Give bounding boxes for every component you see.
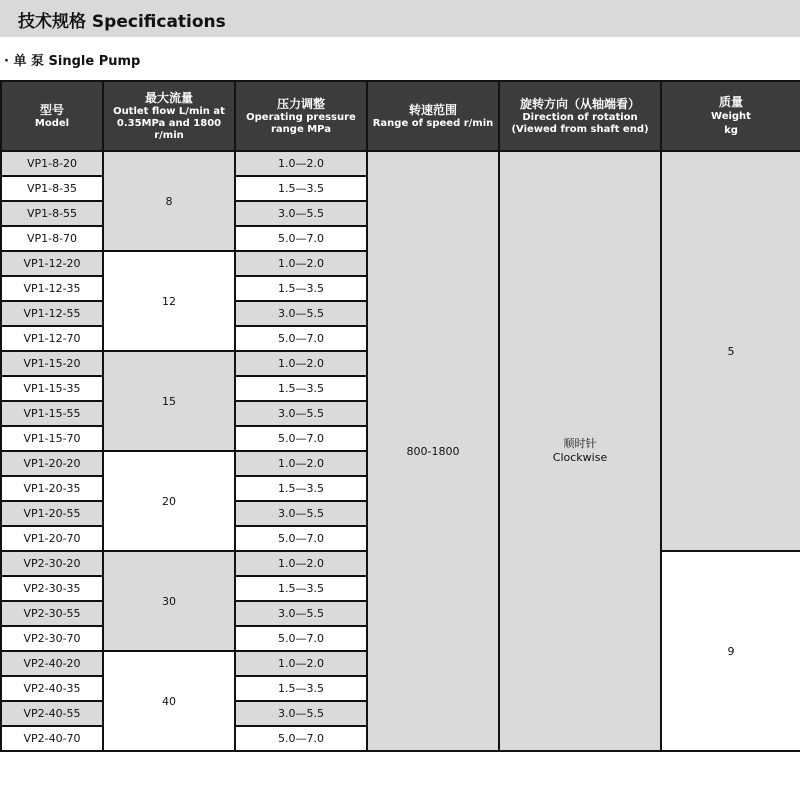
pressure-cell: 5.0—7.0 (235, 326, 367, 351)
pressure-cell: 3.0—5.5 (235, 501, 367, 526)
model-cell: VP2-30-20 (1, 551, 103, 576)
model-cell: VP1-20-70 (1, 526, 103, 551)
model-cell: VP2-40-70 (1, 726, 103, 751)
pressure-cell: 5.0—7.0 (235, 726, 367, 751)
flow-cell: 20 (103, 451, 235, 551)
model-cell: VP2-40-35 (1, 676, 103, 701)
speed-cell: 800-1800 (367, 151, 499, 751)
pressure-cell: 5.0—7.0 (235, 226, 367, 251)
rotation-cell (499, 151, 661, 751)
pressure-cell: 1.0—2.0 (235, 251, 367, 276)
col-header-speed: 转速范围 Range of speed r/min (367, 81, 499, 151)
flow-cell: 15 (103, 351, 235, 451)
pressure-cell: 1.0—2.0 (235, 551, 367, 576)
pressure-cell: 3.0—5.5 (235, 301, 367, 326)
pressure-cell: 5.0—7.0 (235, 426, 367, 451)
model-cell: VP1-15-70 (1, 426, 103, 451)
model-cell: VP1-20-55 (1, 501, 103, 526)
col-header-weight: 质量 Weight kg (661, 81, 800, 151)
model-cell: VP1-12-20 (1, 251, 103, 276)
table-row (1, 151, 800, 176)
pressure-cell: 1.0—2.0 (235, 151, 367, 176)
pressure-cell: 1.0—2.0 (235, 651, 367, 676)
model-cell: VP2-30-55 (1, 601, 103, 626)
model-cell: VP2-40-20 (1, 651, 103, 676)
model-cell: VP1-15-55 (1, 401, 103, 426)
pressure-cell: 3.0—5.5 (235, 701, 367, 726)
pressure-cell: 3.0—5.5 (235, 601, 367, 626)
page-title: 技术规格 Specifications (18, 12, 226, 32)
section-title: · 单 泵 Single Pump (4, 54, 141, 69)
model-cell: VP1-8-20 (1, 151, 103, 176)
pressure-cell: 1.0—2.0 (235, 351, 367, 376)
model-cell: VP2-30-35 (1, 576, 103, 601)
pressure-cell: 5.0—7.0 (235, 626, 367, 651)
flow-cell: 12 (103, 251, 235, 351)
model-cell: VP2-30-70 (1, 626, 103, 651)
flow-cell: 40 (103, 651, 235, 751)
model-cell: VP1-15-20 (1, 351, 103, 376)
model-cell: VP1-12-55 (1, 301, 103, 326)
rotation-en: Clockwise (552, 451, 608, 464)
pressure-cell: 1.5—3.5 (235, 276, 367, 301)
model-cell: VP1-20-20 (1, 451, 103, 476)
col-header-model: 型号 Model (1, 81, 103, 151)
rotation-zh: 顺时针 (563, 437, 597, 450)
title-bar (0, 0, 800, 37)
weight-cell: 9 (661, 551, 800, 751)
flow-cell: 30 (103, 551, 235, 651)
pressure-cell: 1.5—3.5 (235, 576, 367, 601)
pressure-cell: 3.0—5.5 (235, 401, 367, 426)
model-cell: VP1-12-35 (1, 276, 103, 301)
pressure-cell: 1.5—3.5 (235, 476, 367, 501)
model-cell: VP1-8-70 (1, 226, 103, 251)
model-cell: VP1-8-35 (1, 176, 103, 201)
model-cell: VP1-12-70 (1, 326, 103, 351)
pressure-cell: 5.0—7.0 (235, 526, 367, 551)
pressure-cell: 1.5—3.5 (235, 176, 367, 201)
pressure-cell: 1.0—2.0 (235, 451, 367, 476)
pressure-cell: 1.5—3.5 (235, 376, 367, 401)
model-cell: VP1-15-35 (1, 376, 103, 401)
model-cell: VP1-20-35 (1, 476, 103, 501)
col-header-flow: 最大流量 Outlet flow L/min at 0.35MPa and 1800 r/min (103, 81, 235, 151)
flow-cell: 8 (103, 151, 235, 251)
model-cell: VP1-8-55 (1, 201, 103, 226)
pressure-cell: 1.5—3.5 (235, 676, 367, 701)
table-header-row (1, 81, 800, 151)
spec-table (0, 80, 800, 752)
col-header-pressure: 压力调整 Operating pressure range MPa (235, 81, 367, 151)
pressure-cell: 3.0—5.5 (235, 201, 367, 226)
model-cell: VP2-40-55 (1, 701, 103, 726)
col-header-rotation: 旋转方向（从轴端看） Direction of rotation (Viewed from shaft end) (499, 81, 661, 151)
weight-cell: 5 (661, 151, 800, 551)
